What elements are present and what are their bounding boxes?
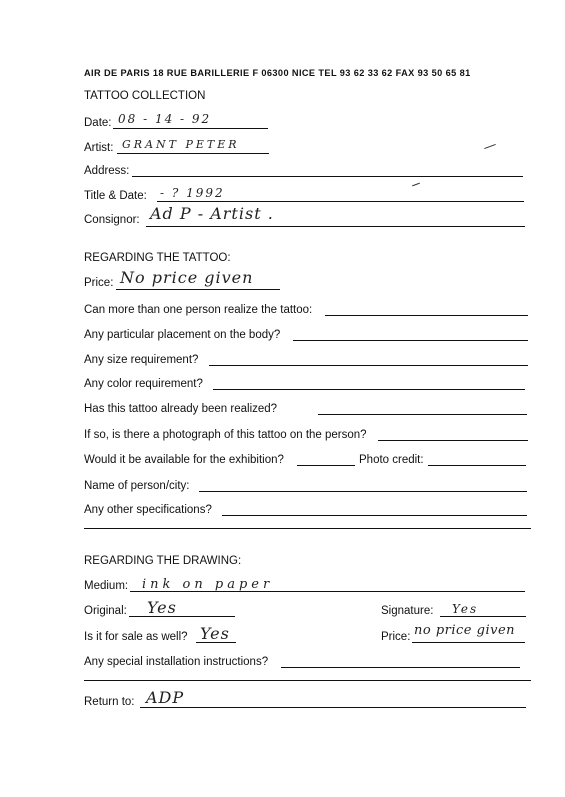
tattoo-section-heading: REGARDING THE TATTOO:: [84, 252, 231, 264]
q-name-city-label: Name of person/city:: [84, 480, 190, 492]
q-photograph-label: If so, is there a photograph of this tattoo on the person?: [84, 429, 367, 441]
address-label: Address:: [84, 165, 130, 177]
original-value: Yes: [147, 598, 177, 617]
return-to-value: ADP: [146, 688, 185, 707]
signature-label: Signature:: [381, 605, 434, 617]
date-line[interactable]: [113, 128, 268, 129]
q-color-label: Any color requirement?: [84, 378, 203, 390]
drawing-price-label: Price:: [381, 631, 411, 643]
date-value: 08 - 14 - 92: [118, 112, 212, 126]
date-label: Date:: [84, 117, 112, 129]
address-line[interactable]: [132, 176, 523, 177]
pen-mark: [484, 144, 496, 149]
tattoo-price-label: Price:: [84, 277, 114, 289]
medium-value: ink on paper: [142, 577, 274, 592]
drawing-section-heading: REGARDING THE DRAWING:: [84, 555, 242, 567]
q-more-than-one-label: Can more than one person realize the tattoo:: [84, 304, 313, 316]
tattoo-price-line[interactable]: [116, 289, 280, 290]
original-label: Original:: [84, 605, 127, 617]
title-date-value: - ? 1992: [160, 186, 225, 200]
letterhead: AIR DE PARIS 18 RUE BARILLERIE F 06300 NICE TEL 93 62 33 62 FAX 93 50 65 81: [84, 68, 471, 78]
artist-value: GRANT PETER: [122, 138, 240, 151]
q-realized-label: Has this tattoo already been realized?: [84, 403, 278, 415]
installation-label: Any special installation instructions?: [84, 656, 269, 668]
artist-line[interactable]: [117, 153, 269, 154]
pen-mark: [412, 183, 420, 187]
q-other-extra-line[interactable]: [84, 528, 531, 529]
artist-label: Artist:: [84, 142, 114, 154]
installation-line[interactable]: [281, 667, 520, 668]
signature-value: Yes: [452, 602, 479, 616]
return-to-label: Return to:: [84, 696, 135, 708]
q-more-than-one-line[interactable]: [325, 315, 528, 316]
q-name-city-line[interactable]: [199, 491, 527, 492]
q-other-line[interactable]: [222, 515, 527, 516]
q-size-line[interactable]: [209, 365, 528, 366]
consignor-line[interactable]: [146, 226, 525, 227]
installation-extra-line[interactable]: [84, 680, 531, 681]
drawing-price-value: no price given: [414, 623, 516, 638]
tattoo-price-value: No price given: [120, 268, 254, 287]
title-date-label: Title & Date:: [84, 190, 147, 202]
q-exhibition-label: Would it be available for the exhibition?: [84, 454, 284, 466]
drawing-price-line[interactable]: [412, 642, 525, 643]
q-size-label: Any size requirement?: [84, 354, 199, 366]
q-exhibition-line[interactable]: [297, 465, 355, 466]
medium-label: Medium:: [84, 580, 129, 592]
q-other-label: Any other specifications?: [84, 504, 212, 516]
q-photograph-line[interactable]: [378, 440, 528, 441]
return-to-line[interactable]: [140, 707, 526, 708]
q-color-line[interactable]: [213, 389, 525, 390]
for-sale-value: Yes: [200, 624, 230, 643]
q-placement-label: Any particular placement on the body?: [84, 329, 281, 341]
consignor-value: Ad P - Artist .: [150, 204, 274, 223]
q-realized-line[interactable]: [318, 414, 527, 415]
photo-credit-label: Photo credit:: [359, 454, 424, 466]
consignor-label: Consignor:: [84, 214, 140, 226]
photo-credit-line[interactable]: [428, 465, 526, 466]
title-date-line[interactable]: [157, 201, 524, 202]
original-line[interactable]: [129, 616, 235, 617]
signature-line[interactable]: [440, 616, 526, 617]
for-sale-label: Is it for sale as well?: [84, 631, 188, 643]
q-placement-line[interactable]: [293, 340, 528, 341]
form-title: TATTOO COLLECTION: [84, 90, 206, 102]
